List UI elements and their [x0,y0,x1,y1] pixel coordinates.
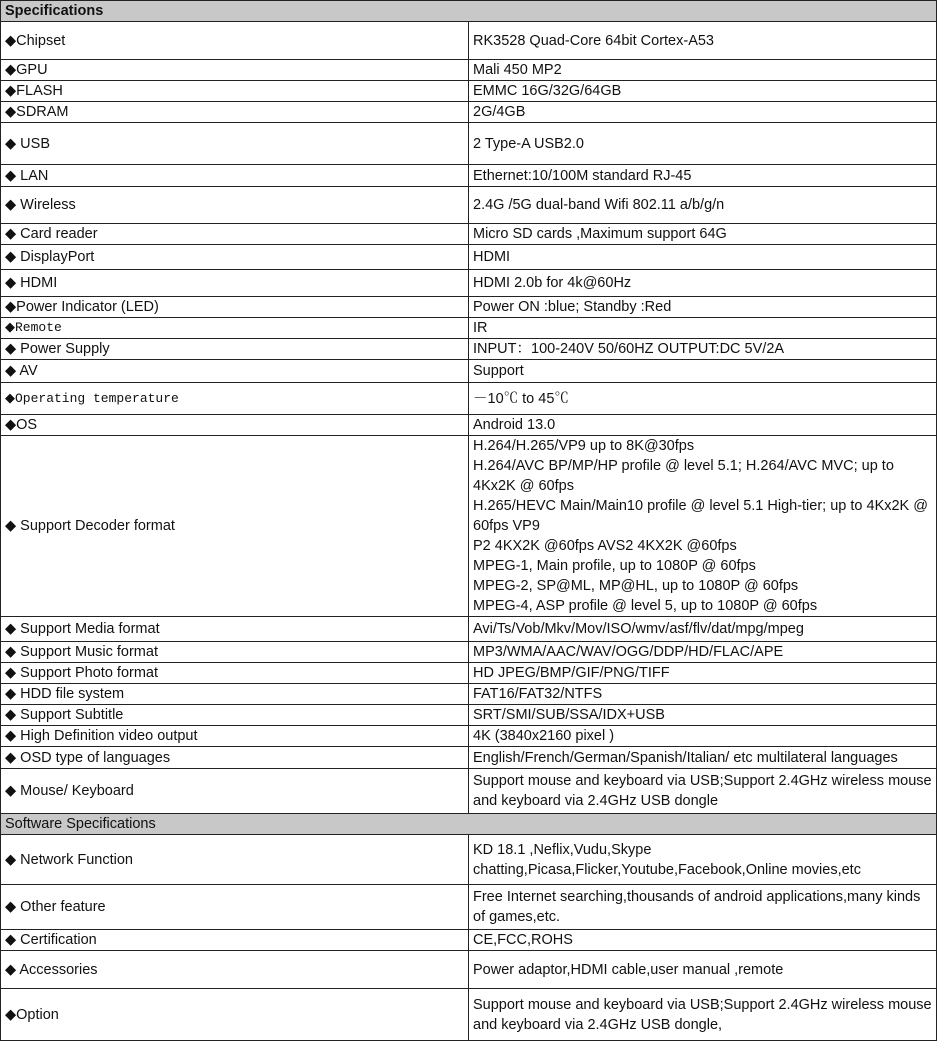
spec-value [469,951,937,989]
spec-row [1,383,937,415]
spec-label: ◆ Support Music format [1,642,469,663]
spec-value [469,60,937,81]
spec-label: ◆ USB [1,123,469,165]
spec-row [1,60,937,81]
spec-value-line: 2 Type-A USB2.0 [473,135,584,152]
spec-row [1,245,937,270]
spec-row [1,436,937,617]
spec-label: ◆ Mouse/ Keyboard [1,769,469,814]
spec-label: ◆Remote [1,318,469,339]
spec-value [469,318,937,339]
spec-value [469,360,937,383]
spec-label: ◆Power Indicator (LED) [1,297,469,318]
spec-value-line: －10℃ to 45℃ [473,390,569,407]
spec-value [469,684,937,705]
spec-value-line: Free Internet searching,thousands of android applications,many kinds of games,etc. [473,889,921,925]
spec-label: ◆ Certification [1,930,469,951]
spec-value-line: English/French/German/Spanish/Italian/ etc multilateral languages [473,749,898,766]
spec-label: ◆ LAN [1,165,469,187]
spec-value-line: H.264/H.265/VP9 up to 8K@30fps [473,438,695,454]
spec-row [1,747,937,769]
spec-label: ◆ Power Supply [1,339,469,360]
spec-value-line: FAT16/FAT32/NTFS [473,686,603,702]
spec-label: ◆ Card reader [1,224,469,245]
spec-value [469,224,937,245]
spec-row [1,297,937,318]
section-title: Specifications [1,1,937,22]
spec-value [469,617,937,642]
spec-row [1,415,937,436]
spec-label: ◆Option [1,989,469,1041]
spec-row [1,726,937,747]
spec-value-line: Android 13.0 [473,417,556,433]
spec-row [1,360,937,383]
spec-row [1,617,937,642]
spec-value-line: 4K (3840x2160 pixel ) [473,728,615,744]
spec-value-line: MPEG-2, SP@ML, MP@HL, up to 1080P @ 60fps [473,578,799,594]
spec-value-line: CE,FCC,ROHS [473,932,573,948]
spec-value-line: Mali 450 MP2 [473,62,562,78]
spec-value [469,885,937,930]
spec-label: ◆ Network Function [1,835,469,885]
spec-value [469,81,937,102]
spec-value [469,436,937,617]
spec-value-line: RK3528 Quad-Core 64bit Cortex-A53 [473,32,714,49]
spec-value [469,339,937,360]
spec-value [469,123,937,165]
spec-label: ◆ AV [1,360,469,383]
spec-value [469,22,937,60]
spec-label: ◆ HDMI [1,270,469,297]
spec-value-line: EMMC 16G/32G/64GB [473,83,622,99]
spec-row [1,318,937,339]
spec-value [469,297,937,318]
spec-row [1,930,937,951]
spec-value-line: Support [473,363,524,379]
spec-row [1,339,937,360]
spec-value [469,187,937,224]
spec-value [469,270,937,297]
spec-value-line: HD JPEG/BMP/GIF/PNG/TIFF [473,665,670,681]
spec-row [1,123,937,165]
spec-label: ◆ Support Photo format [1,663,469,684]
spec-row [1,705,937,726]
spec-row [1,885,937,930]
spec-label: ◆Chipset [1,22,469,60]
spec-value [469,835,937,885]
spec-row [1,835,937,885]
spec-row [1,769,937,814]
spec-value-line: HDMI [473,249,511,265]
spec-value [469,769,937,814]
spec-value [469,705,937,726]
spec-row [1,663,937,684]
spec-row [1,187,937,224]
spec-label: ◆ High Definition video output [1,726,469,747]
spec-value-line: H.265/HEVC Main/Main10 profile @ level 5.1 High-tier; up to 4Kx2K @ 60fps VP9 [473,498,928,534]
spec-value-line: MP3/WMA/AAC/WAV/OGG/DDP/HD/FLAC/APE [473,644,784,660]
spec-label: ◆ OSD type of languages [1,747,469,769]
spec-row [1,22,937,60]
spec-label: ◆ Support Subtitle [1,705,469,726]
spec-value [469,102,937,123]
spec-label: ◆Operating temperature [1,383,469,415]
spec-value-line: KD 18.1 ,Neflix,Vudu,Skype chatting,Picasa,Flicker,Youtube,Facebook,Online movies,etc [473,841,861,878]
spec-label: ◆GPU [1,60,469,81]
section-header [1,814,937,835]
spec-value-line: H.264/AVC BP/MP/HP profile @ level 5.1; H.264/AVC MVC; up to 4Kx2K @ 60fps [473,458,894,494]
spec-value-line: Power ON :blue; Standby :Red [473,299,672,315]
spec-value-line: Micro SD cards ,Maximum support 64G [473,226,727,242]
spec-value-line: IR [473,320,488,336]
spec-value-line: Support mouse and keyboard via USB;Support 2.4GHz wireless mouse and keyboard via 2.4GHz USB dongle, [473,996,932,1033]
spec-value [469,663,937,684]
spec-row [1,102,937,123]
spec-value [469,747,937,769]
spec-value-line: Power adaptor,HDMI cable,user manual ,remote [473,961,784,978]
spec-value-line: Support mouse and keyboard via USB;Support 2.4GHz wireless mouse and keyboard via 2.4GHz USB dongle [473,773,932,809]
spec-label: ◆FLASH [1,81,469,102]
spec-value-line: INPUT：100-240V 50/60HZ OUTPUT:DC 5V/2A [473,341,785,357]
spec-row [1,81,937,102]
spec-value-line: SRT/SMI/SUB/SSA/IDX+USB [473,707,665,723]
spec-row [1,951,937,989]
spec-label: ◆ Other feature [1,885,469,930]
spec-value-line: Ethernet:10/100M standard RJ-45 [473,167,692,184]
spec-value-line: HDMI 2.0b for 4k@60Hz [473,275,632,291]
spec-label: ◆ DisplayPort [1,245,469,270]
spec-row [1,165,937,187]
spec-row [1,642,937,663]
spec-value [469,642,937,663]
spec-value [469,726,937,747]
spec-label: ◆ Support Media format [1,617,469,642]
spec-label: ◆ HDD file system [1,684,469,705]
spec-value [469,415,937,436]
spec-row [1,270,937,297]
spec-value-line: 2G/4GB [473,104,526,120]
spec-row [1,684,937,705]
spec-row [1,224,937,245]
spec-value [469,930,937,951]
spec-label: ◆ Support Decoder format [1,436,469,617]
spec-label: ◆ Wireless [1,187,469,224]
spec-value-line: MPEG-1, Main profile, up to 1080P @ 60fps [473,558,756,574]
spec-label: ◆SDRAM [1,102,469,123]
spec-value-line: MPEG-4, ASP profile @ level 5, up to 1080P @ 60fps [473,598,818,614]
spec-value [469,383,937,415]
spec-row [1,989,937,1041]
section-title: Software Specifications [1,814,937,835]
spec-value [469,245,937,270]
section-header [1,1,937,22]
spec-value [469,989,937,1041]
spec-value-line: 2.4G /5G dual-band Wifi 802.11 a/b/g/n [473,197,725,213]
spec-value-line: Avi/Ts/Vob/Mkv/Mov/ISO/wmv/asf/flv/dat/mpg/mpeg [473,621,804,637]
spec-value [469,165,937,187]
spec-value-line: P2 4KX2K @60fps AVS2 4KX2K @60fps [473,538,737,554]
spec-label: ◆OS [1,415,469,436]
spec-label: ◆ Accessories [1,951,469,989]
